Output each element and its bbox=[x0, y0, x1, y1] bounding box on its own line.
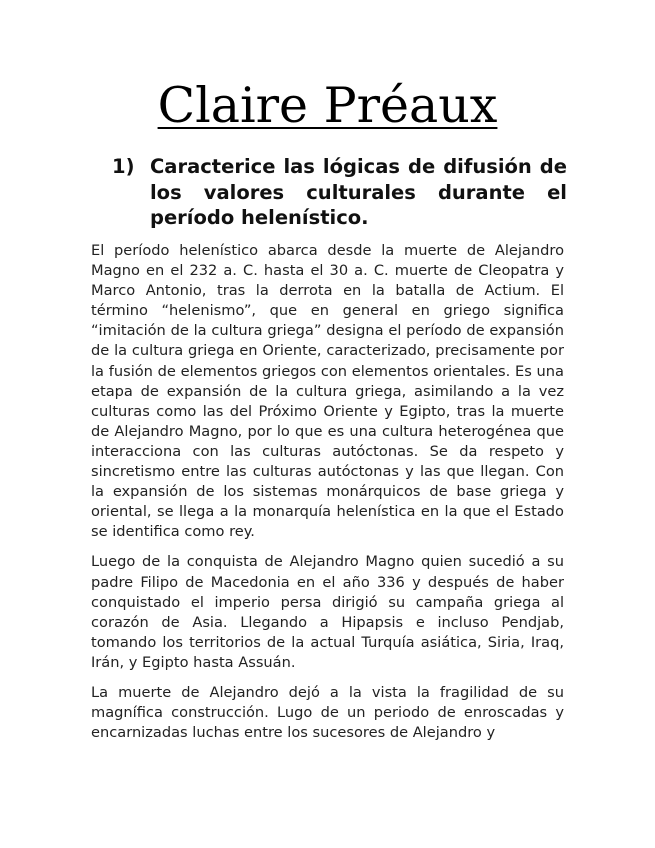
document-title bbox=[0, 76, 655, 136]
document-body bbox=[91, 241, 564, 753]
paragraph-1: El período helenístico abarca desde la muerte de Alejandro Magno en el 232 a. C. hasta el 30 a. C. muerte de Cleopatra y Marco Antonio, tras la derrota en la batalla de Actium. El término “helenismo”, que en general en griego significa “imitación de la cultura griega” designa el período de expansión de la cultura griega en Oriente, caracterizado, precisamente por la fusión de elementos griegos con elementos orientales. Es una etapa de expansión de la cultura griega, asimilando a la vez culturas como las del Próximo Oriente y Egipto, tras la muerte de Alejandro Magno, por lo que es una cultura heterogénea que interacciona con las culturas autóctonas. Se da respeto y sincretismo entre las culturas autóctonas y las que llegan. Con la expansión de los sistemas monárquicos de base griega y oriental, se llega a la monarquía helenística en la que el Estado se identifica como rey. bbox=[91, 242, 564, 541]
document-title-text: Claire Préaux bbox=[157, 77, 498, 134]
question-heading bbox=[112, 154, 567, 231]
paragraph-3: La muerte de Alejandro dejó a la vista la fragilidad de su magnífica construcción. Lugo de un periodo de enroscadas y encarnizadas luchas entre los sucesores de Alejandro y bbox=[91, 683, 564, 742]
question-number: 1) bbox=[112, 155, 135, 178]
paragraph-2: Luego de la conquista de Alejandro Magno quien sucedió a su padre Filipo de Macedonia en el año 336 y después de haber conquistado el imperio persa dirigió su campaña griega al corazón de Asia. Llegando a Hipapsis e incluso Pendjab, tomando los territorios de la actual Turquía asiática, Siria, Iraq, Irán, y Egipto hasta Assuán. bbox=[91, 553, 564, 671]
question-text: Caracterice las lógicas de difusión de los valores culturales durante el período helenístico. bbox=[150, 155, 567, 229]
